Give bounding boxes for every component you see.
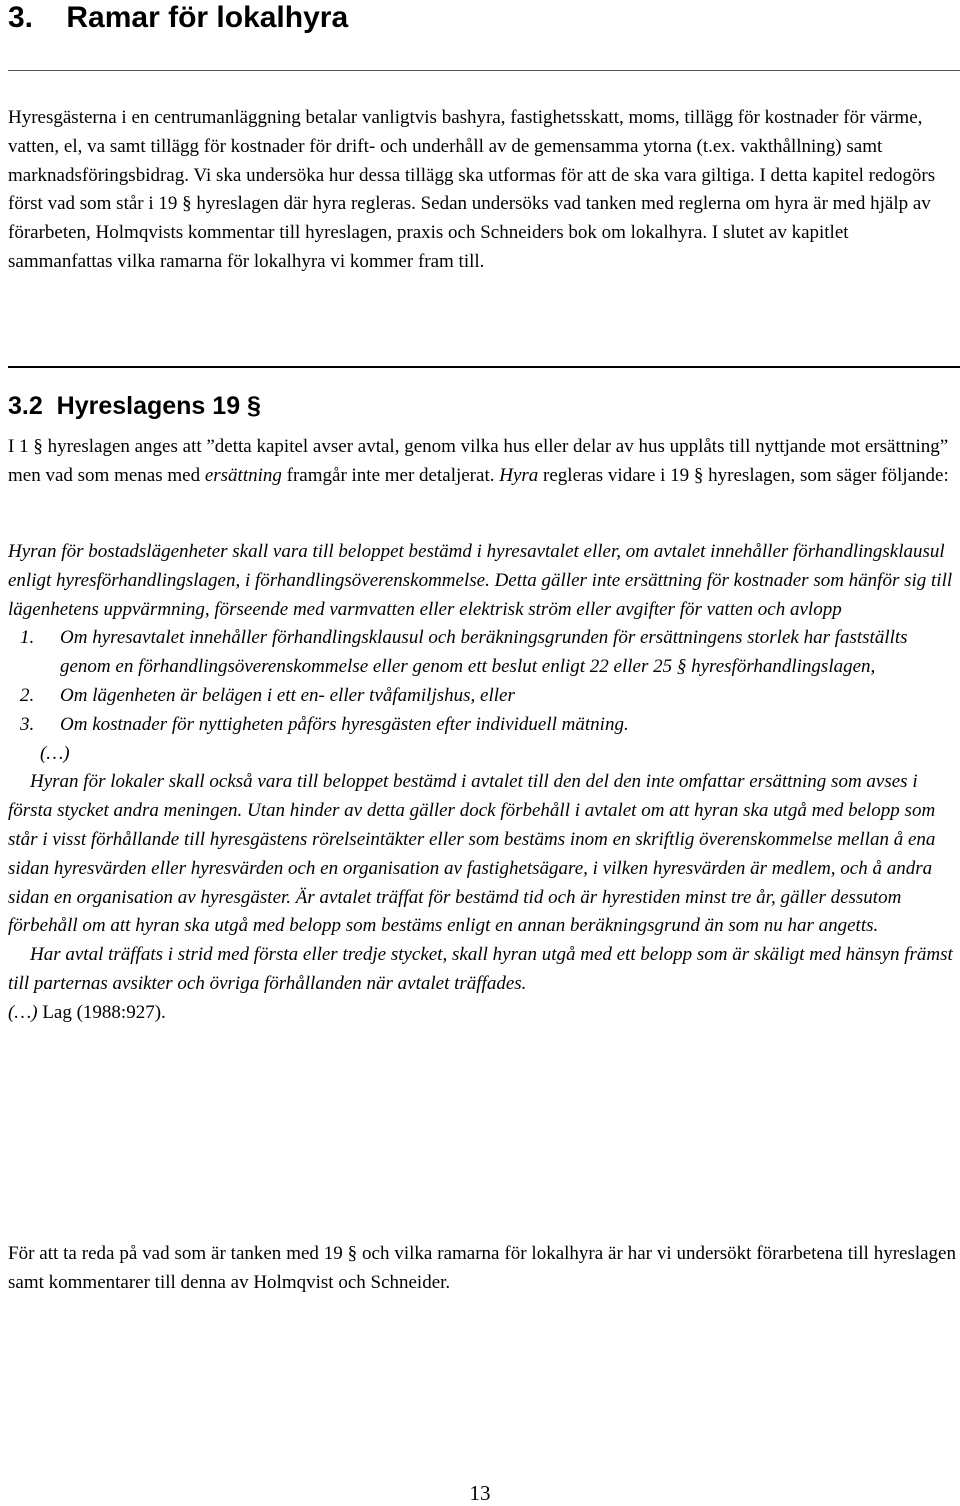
quote-paragraph-1: Hyran för bostadslägenheter skall vara till beloppet bestämd i hyresavtalet eller, om avtalet innehåller förhandlingsklausul enligt hyresförhandlingslagen, i förhandlingsöverenskommelse. Detta gäller inte ersättning för kostnader som hänför sig till lägenhetens uppvärmning, förseende med varmvatten eller elektrisk ström eller avgifter för vatten och avlopp [8,541,953,620]
quote-list [8,624,956,739]
quote-paragraph-2: Hyran för lokaler skall också vara till beloppet bestämd i avtalet till den del den inte omfattar ersättning som avses i första stycket andra meningen. Utan hinder av detta gäller dock förbehåll i avtalet om att hyran ska utgå med belopp som står i visst förhållande till hyresgästens rörelseintäkter eller som bestäms inom en skriftlig överenskommelse mellan å ena sidan hyresvärden eller hyresvärden och en organisation av fastighetsägare, i vilken hyresvärden är medlem, och å andra sidan en organisation av hyresgäster. Är avtalet träffat för bestämd tid och är hyrestiden minst tre år, gäller dessutom förbehåll om att hyran ska utgå med belopp som bestäms enligt en annan beräkningsgrund än som nu har angetts. [8,771,936,937]
term-ersattning: ersättning [204,464,282,486]
list-item-number: 1. [20,627,35,649]
law-quote [8,538,956,1028]
list-item [8,624,956,682]
list-item-number: 2. [20,684,35,706]
closing-paragraph: För att ta reda på vad som är tanken med 19 § och vilka ramarna för lokalhyra är har vi undersökt förarbetena till hyreslagen samt kommentarer till denna av Holmqvist och Schneider. [8,1243,956,1293]
list-item-text: Om lägenheten är belägen i ett en- eller tvåfamiljshus, eller [60,684,515,706]
list-item [8,682,956,711]
list-item-number: 3. [20,713,35,735]
section-text-2: framgår inte mer detaljerat. [281,464,500,486]
top-divider [8,70,960,71]
section-paragraph [8,433,956,491]
list-item-text: Om hyresavtalet innehåller förhandlingsklausul och beräkningsgrunden för ersättningens storlek har fastställts genom en förhandlingsöverenskommelse eller genom ett beslut enligt 22 eller 25 § hyresförhandlingslagen, [60,627,908,678]
list-item [8,711,956,740]
section-divider [8,366,960,368]
section-text-1: I 1 § hyreslagen anges att ”detta kapitel avser avtal, genom vilka hus eller delar av hus upplåts till nyttjande mot ersättning” men vad som menas med [8,436,949,486]
section-heading: 3.2 Hyreslagens 19 § [8,392,261,420]
intro-paragraph: Hyresgästerna i en centrumanläggning betalar vanligtvis bashyra, fastighetsskatt, moms, tillägg för kostnader för värme, vatten, el, va samt tillägg för kostnader för drift- och underhåll av de gemensamma ytorna (t.ex. vakthållning) samt marknadsföringsbidrag. Vi ska undersöka hur dessa tillägg ska utformas för att de ska vara giltiga. I detta kapitel redogörs först vad som står i 19 § hyreslagen där hyra regleras. Sedan undersöks vad tanken med reglerna om hyra är med hjälp av förarbeten, Holmqvists kommentar till hyreslagen, praxis och Schneiders bok om lokalhyra. I slutet av kapitlet sammanfattas vilka ramarna för lokalhyra vi kommer fram till. [8,107,936,272]
quote-ellipsis: (…) [40,742,70,764]
quote-paragraph-3: Har avtal träffats i strid med första eller tredje stycket, skall hyran utgå med ett belopp som är skäligt med hänsyn främst till parternas avsikter och övriga förhållanden när avtalet träffades. [8,944,953,994]
page-number: 13 [469,1481,491,1505]
reference-ellipsis: (…) [8,1001,38,1023]
section-text-3: regleras vidare i 19 § hyreslagen, som säger följande: [538,464,949,486]
list-item-text: Om kostnader för nyttigheten påförs hyresgästen efter individuell mätning. [60,713,629,735]
law-reference [8,999,956,1028]
chapter-heading: 3. Ramar för lokalhyra [8,1,349,34]
term-hyra: Hyra [499,464,539,486]
reference-law: Lag (1988:927). [37,1001,166,1023]
